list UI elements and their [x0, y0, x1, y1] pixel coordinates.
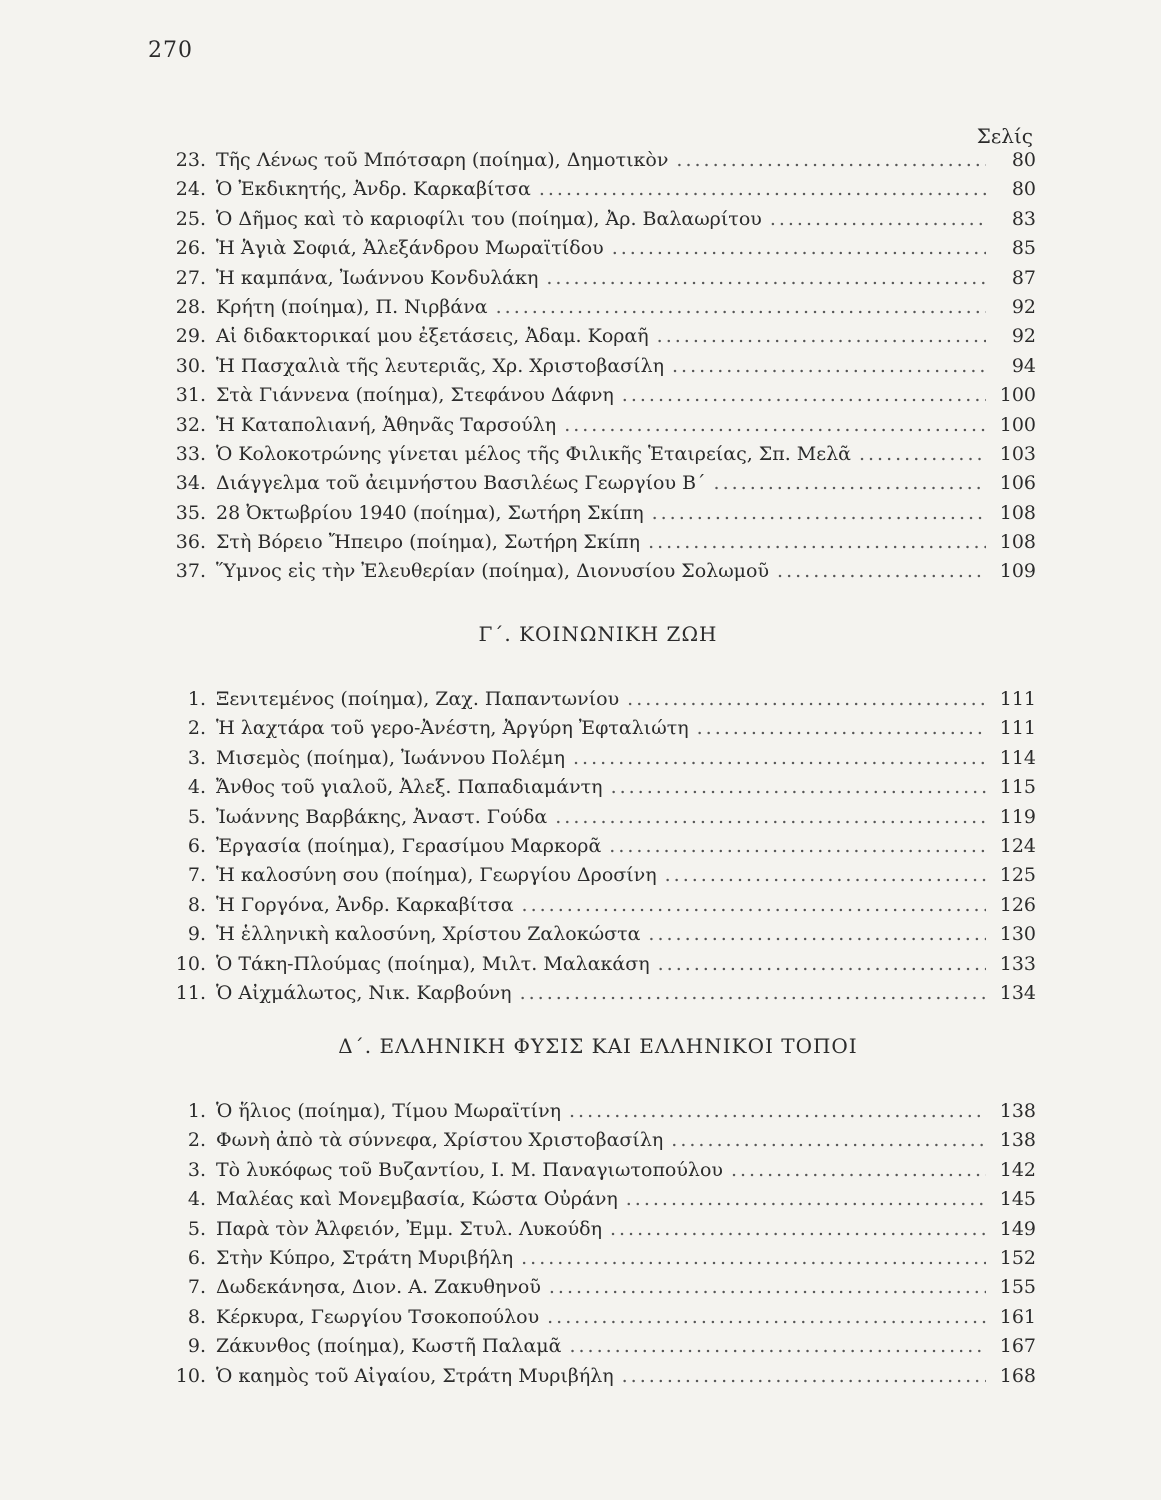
toc-entry	[160, 175, 1036, 204]
entry-title: Στὰ Γιάννενα (ποίημα), Στεφάνου Δάφνη	[216, 384, 614, 407]
toc-entry	[160, 1244, 1036, 1273]
entry-title: Ὁ Αἰχμάλωτος, Νικ. Καρβούνη	[216, 981, 512, 1004]
toc-entry	[160, 744, 1036, 773]
dot-leader	[564, 411, 986, 440]
entry-page-number: 124	[999, 834, 1036, 857]
entry-page-number: 145	[999, 1188, 1036, 1211]
entry-number: 35.	[175, 501, 206, 524]
toc-entry	[160, 1126, 1036, 1155]
dot-leader	[610, 1215, 986, 1244]
entry-title: Ἡ Καταπολιανή, Ἀθηνᾶς Ταρσούλη	[216, 413, 557, 436]
toc-entry	[160, 832, 1036, 861]
entry-page-number: 94	[1011, 354, 1036, 377]
section-heading-greek-nature: Δ΄. ΕΛΛΗΝΙΚΗ ΦΥΣΙΣ ΚΑΙ ΕΛΛΗΝΙΚΟΙ ΤΟΠΟΙ	[338, 1034, 858, 1058]
entry-page-number: 100	[999, 384, 1036, 407]
dot-leader	[665, 861, 986, 890]
entry-title: Στὴ Βόρειο Ἤπειρο (ποίημα), Σωτήρη Σκίπη	[216, 531, 641, 554]
entry-number: 23.	[175, 149, 206, 171]
entry-page-number: 142	[999, 1158, 1036, 1181]
entry-number: 1.	[187, 688, 206, 710]
entry-number: 2.	[187, 1129, 206, 1152]
dot-leader	[549, 1273, 986, 1302]
toc-entry	[160, 803, 1036, 832]
toc-entry	[160, 773, 1036, 802]
dot-leader	[627, 685, 986, 714]
entry-number: 8.	[187, 1305, 206, 1328]
dot-leader	[770, 205, 986, 234]
dot-leader	[652, 499, 986, 528]
entry-page-number: 167	[999, 1335, 1036, 1358]
dot-leader	[671, 1126, 986, 1155]
entry-number: 32.	[175, 413, 206, 436]
entry-number: 36.	[175, 531, 206, 554]
entry-number: 25.	[175, 207, 206, 230]
dot-leader	[569, 1097, 986, 1126]
entry-title: Τὸ λυκόφως τοῦ Βυζαντίου, Ι. Μ. Παναγιωτοπούλου	[216, 1158, 723, 1181]
toc-entry	[160, 234, 1036, 263]
entry-title: Τῆς Λένως τοῦ Μπότσαρη (ποίημα), Δημοτικὸν	[216, 149, 669, 171]
entry-title: Μαλέας καὶ Μονεμβασία, Κώστα Οὐράνη	[216, 1188, 618, 1211]
entry-page-number: 111	[999, 717, 1036, 740]
entry-number: 31.	[175, 384, 206, 407]
entry-number: 4.	[187, 776, 206, 799]
dot-leader	[859, 440, 986, 469]
dot-leader	[555, 803, 986, 832]
toc-entry	[160, 1185, 1036, 1214]
dot-leader	[676, 146, 986, 175]
toc-entry	[160, 205, 1036, 234]
dot-leader	[496, 293, 986, 322]
entry-number: 10.	[175, 1364, 206, 1387]
dot-leader	[658, 950, 986, 979]
entry-page-number: 92	[1011, 325, 1036, 348]
entry-title: Αἱ διδακτορικαί μου ἐξετάσεις, Ἀδαμ. Κοραῆ	[216, 325, 649, 348]
entry-number: 28.	[175, 295, 206, 318]
entry-number: 7.	[187, 864, 206, 887]
entry-number: 6.	[187, 834, 206, 857]
dot-leader	[547, 1303, 986, 1332]
dot-leader	[648, 920, 986, 949]
entry-page-number: 125	[999, 864, 1036, 887]
entry-title: Φωνὴ ἀπὸ τὰ σύννεφα, Χρίστου Χριστοβασίλη	[216, 1129, 664, 1152]
entry-page-number: 138	[999, 1129, 1036, 1152]
entry-page-number: 100	[999, 413, 1036, 436]
entry-page-number: 161	[999, 1305, 1036, 1328]
entry-page-number: 119	[999, 805, 1036, 828]
entry-title: Ὁ Ἐκδικητής, Ἀνδρ. Καρκαβίτσα	[216, 178, 531, 201]
entry-page-number: 103	[999, 442, 1036, 465]
dot-leader	[569, 1332, 986, 1361]
entry-number: 9.	[187, 1335, 206, 1358]
entry-page-number: 168	[999, 1364, 1036, 1387]
entry-title: Ἡ ἑλληνικὴ καλοσύνη, Χρίστου Ζαλοκώστα	[216, 923, 641, 946]
dot-leader	[626, 1185, 986, 1214]
entry-number: 37.	[175, 560, 206, 583]
toc-entry	[160, 469, 1036, 498]
entry-number: 33.	[175, 442, 206, 465]
dot-leader	[731, 1156, 986, 1185]
entry-number: 7.	[187, 1276, 206, 1299]
toc-entry	[160, 1362, 1036, 1391]
page-column-header: Σελίς	[976, 124, 1033, 148]
entry-title: Κρήτη (ποίημα), Π. Νιρβάνα	[216, 295, 488, 318]
toc-entry	[160, 920, 1036, 949]
entry-page-number: 155	[999, 1276, 1036, 1299]
entry-title: 28 Ὀκτωβρίου 1940 (ποίημα), Σωτήρη Σκίπη	[216, 501, 644, 524]
entry-title: Ὁ καημὸς τοῦ Αἰγαίου, Στράτη Μυριβήλη	[216, 1364, 614, 1387]
section-heading-social-life: Γ΄. ΚΟΙΝΩΝΙΚΗ ΖΩΗ	[478, 622, 718, 646]
entry-title: Δωδεκάνησα, Διον. Α. Ζακυθηνοῦ	[216, 1276, 541, 1299]
toc-entry	[160, 950, 1036, 979]
entry-title: Διάγγελμα τοῦ ἀειμνήστου Βασιλέως Γεωργίου Β΄	[216, 472, 706, 495]
toc-entry	[160, 1156, 1036, 1185]
entry-number: 5.	[187, 1217, 206, 1240]
entry-page-number: 108	[999, 501, 1036, 524]
entry-page-number: 115	[999, 776, 1036, 799]
entry-title: Ὁ Κολοκοτρώνης γίνεται μέλος τῆς Φιλικῆς Ἑταιρείας, Σπ. Μελᾶ	[216, 442, 851, 465]
entry-number: 2.	[187, 717, 206, 740]
entry-page-number: 152	[999, 1246, 1036, 1269]
entry-number: 30.	[175, 354, 206, 377]
entry-number: 1.	[187, 1100, 206, 1122]
entry-number: 6.	[187, 1246, 206, 1269]
toc-entry	[160, 861, 1036, 890]
entry-title: Ὕμνος εἰς τὴν Ἐλευθερίαν (ποίημα), Διονυσίου Σολωμοῦ	[216, 560, 770, 583]
toc-section-greek-nature	[160, 1097, 1036, 1391]
toc-entry	[160, 891, 1036, 920]
entry-page-number: 138	[999, 1100, 1036, 1122]
entry-page-number: 149	[999, 1217, 1036, 1240]
page-number: 270	[148, 38, 193, 63]
entry-number: 3.	[187, 1158, 206, 1181]
entry-page-number: 83	[1011, 207, 1036, 230]
entry-page-number: 85	[1011, 237, 1036, 260]
entry-title: Ἡ λαχτάρα τοῦ γερο-Ἀνέστη, Ἀργύρη Ἐφταλιώτη	[216, 717, 689, 740]
entry-page-number: 111	[999, 688, 1036, 710]
toc-entry	[160, 528, 1036, 557]
entry-number: 27.	[175, 266, 206, 289]
toc-entry	[160, 1215, 1036, 1244]
entry-number: 8.	[187, 893, 206, 916]
entry-title: Ἰωάννης Βαρβάκης, Ἀναστ. Γούδα	[216, 805, 548, 828]
entry-number: 29.	[175, 325, 206, 348]
entry-page-number: 133	[999, 952, 1036, 975]
dot-leader	[612, 234, 986, 263]
dot-leader	[573, 744, 986, 773]
toc-entry	[160, 322, 1036, 351]
entry-title: Ὁ Τάκη-Πλούμας (ποίημα), Μιλτ. Μαλακάση	[216, 952, 650, 975]
entry-title: Ἡ Γοργόνα, Ἀνδρ. Καρκαβίτσα	[216, 893, 514, 916]
toc-entry	[160, 293, 1036, 322]
entry-title: Ἡ καλοσύνη σου (ποίημα), Γεωργίου Δροσίνη	[216, 864, 657, 887]
entry-title: Ἡ Ἁγιὰ Σοφιά, Ἀλεξάνδρου Μωραϊτίδου	[216, 237, 604, 260]
entry-title: Ὁ Δῆμος καὶ τὸ καριοφίλι του (ποίημα), Ἀρ. Βαλαωρίτου	[216, 207, 762, 230]
toc-entry	[160, 1303, 1036, 1332]
toc-entry	[160, 685, 1036, 714]
entry-page-number: 130	[999, 923, 1036, 946]
entry-page-number: 92	[1011, 295, 1036, 318]
dot-leader	[672, 352, 986, 381]
entry-number: 3.	[187, 746, 206, 769]
entry-number: 9.	[187, 923, 206, 946]
toc-entry	[160, 381, 1036, 410]
entry-number: 10.	[175, 952, 206, 975]
dot-leader	[539, 175, 986, 204]
entry-title: Ἡ καμπάνα, Ἰωάννου Κονδυλάκη	[216, 266, 539, 289]
entry-number: 34.	[175, 472, 206, 495]
entry-page-number: 80	[1011, 149, 1036, 171]
toc-entry	[160, 146, 1036, 175]
entry-title: Ἐργασία (ποίημα), Γερασίμου Μαρκορᾶ	[216, 834, 602, 857]
entry-title: Παρὰ τὸν Ἀλφειόν, Ἐμμ. Στυλ. Λυκούδη	[216, 1217, 602, 1240]
entry-page-number: 126	[999, 893, 1036, 916]
entry-number: 4.	[187, 1188, 206, 1211]
entry-page-number: 134	[999, 981, 1036, 1004]
entry-title: Μισεμὸς (ποίημα), Ἰωάννου Πολέμη	[216, 746, 566, 769]
dot-leader	[648, 528, 986, 557]
entry-title: Ξενιτεμένος (ποίημα), Ζαχ. Παπαντωνίου	[216, 688, 620, 710]
dot-leader	[777, 557, 986, 586]
dot-leader	[522, 891, 986, 920]
dot-leader	[609, 832, 986, 861]
entry-title: Ζάκυνθος (ποίημα), Κωστῆ Παλαμᾶ	[216, 1335, 562, 1358]
entry-title: Στὴν Κύπρο, Στράτη Μυριβήλη	[216, 1246, 514, 1269]
entry-number: 11.	[175, 981, 206, 1004]
entry-number: 24.	[175, 178, 206, 201]
dot-leader	[546, 264, 986, 293]
toc-entry	[160, 264, 1036, 293]
entry-title: Κέρκυρα, Γεωργίου Τσοκοπούλου	[216, 1305, 540, 1328]
toc-entry	[160, 1273, 1036, 1302]
toc-entry	[160, 499, 1036, 528]
toc-entry	[160, 557, 1036, 586]
entry-page-number: 108	[999, 531, 1036, 554]
entry-number: 5.	[187, 805, 206, 828]
toc-entry	[160, 352, 1036, 381]
dot-leader	[622, 381, 986, 410]
dot-leader	[521, 1244, 986, 1273]
entry-page-number: 87	[1011, 266, 1036, 289]
entry-page-number: 109	[999, 560, 1036, 583]
entry-page-number: 106	[999, 472, 1036, 495]
entry-title: Ἄνθος τοῦ γιαλοῦ, Ἀλεξ. Παπαδιαμάντη	[216, 776, 603, 799]
toc-section-social-life	[160, 685, 1036, 1008]
entry-title: Ὁ ἥλιος (ποίημα), Τίμου Μωραϊτίνη	[216, 1100, 561, 1122]
entry-number: 26.	[175, 237, 206, 260]
dot-leader	[520, 979, 986, 1008]
dot-leader	[657, 322, 986, 351]
entry-page-number: 80	[1011, 178, 1036, 201]
dot-leader	[714, 469, 986, 498]
dot-leader	[611, 773, 986, 802]
entry-page-number: 114	[999, 746, 1036, 769]
toc-section-continued	[160, 146, 1036, 587]
entry-title: Ἡ Πασχαλιὰ τῆς λευτεριᾶς, Χρ. Χριστοβασίλη	[216, 354, 665, 377]
dot-leader	[622, 1362, 986, 1391]
toc-entry	[160, 979, 1036, 1008]
toc-entry	[160, 1097, 1036, 1126]
toc-entry	[160, 714, 1036, 743]
dot-leader	[697, 714, 986, 743]
toc-entry	[160, 1332, 1036, 1361]
toc-entry	[160, 411, 1036, 440]
toc-entry	[160, 440, 1036, 469]
